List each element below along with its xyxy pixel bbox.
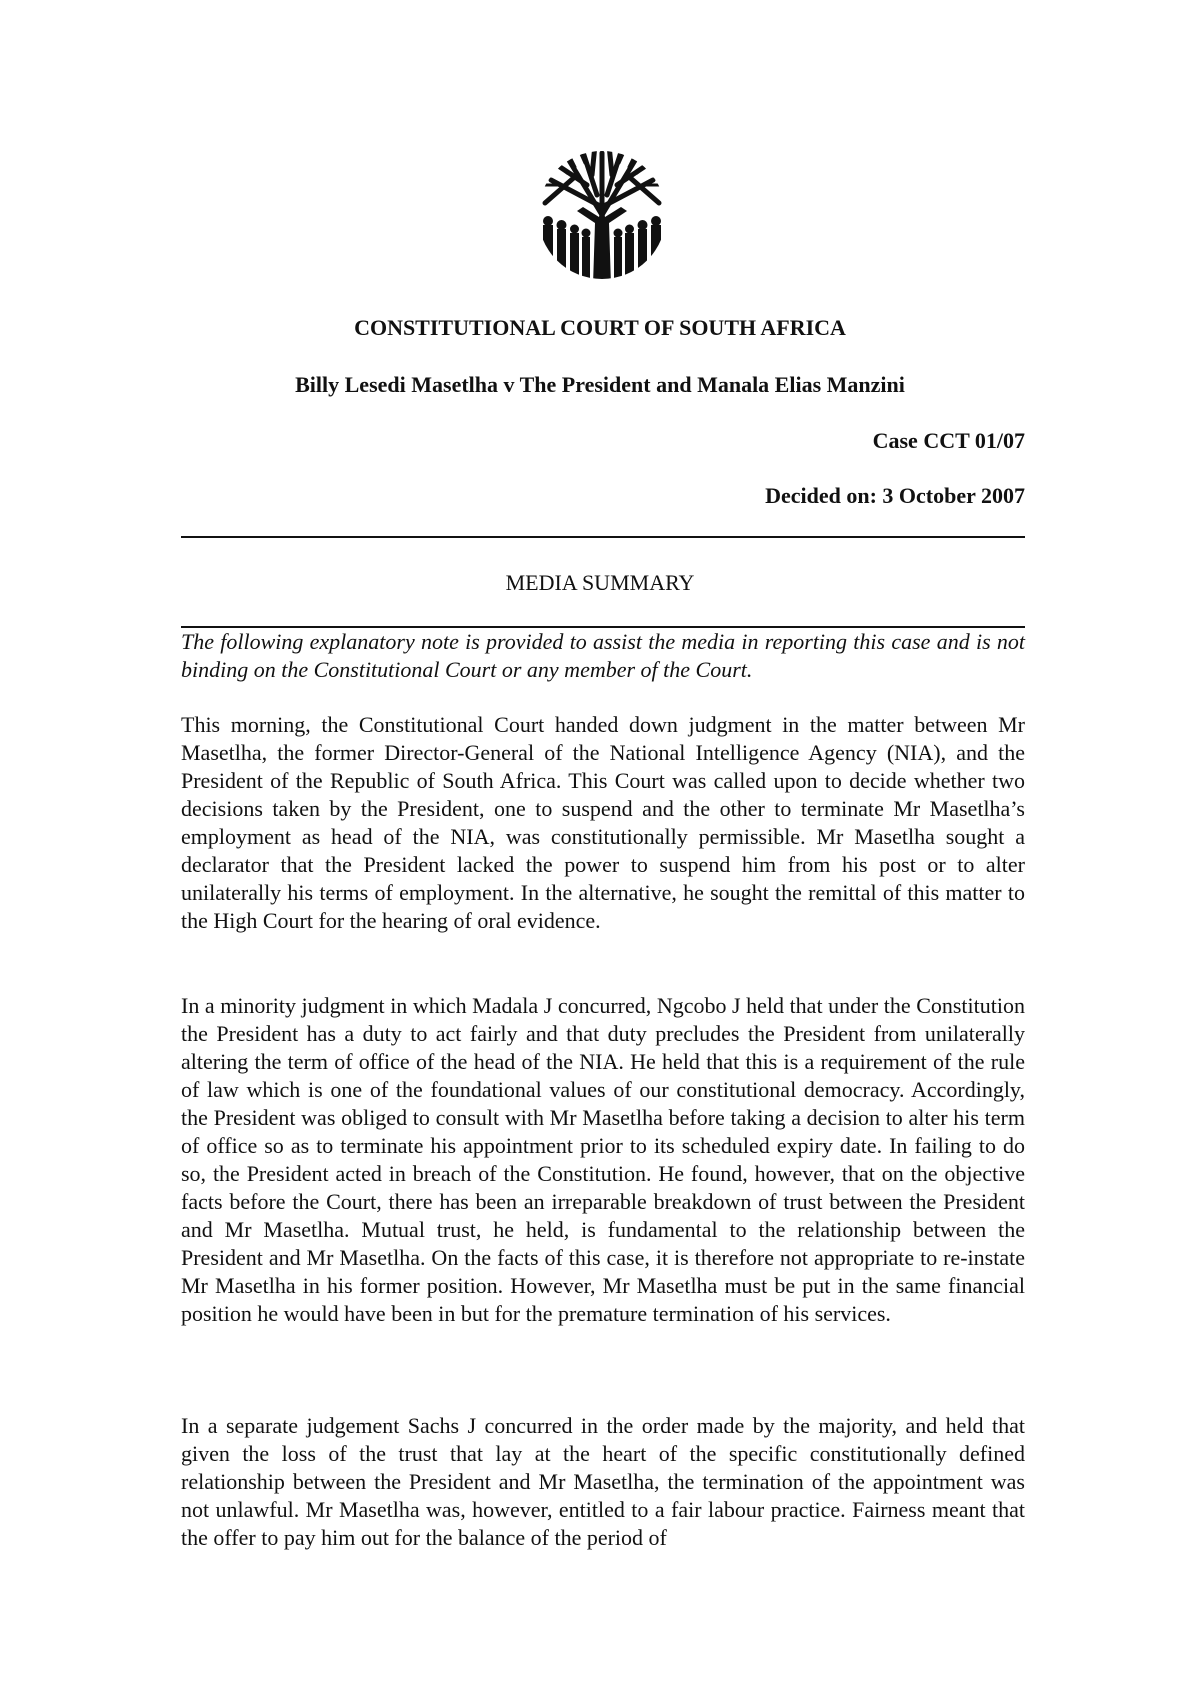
body-paragraph-2: In a minority judgment in which Madala J concurred, Ngcobo J held that under the Constitution the President has a duty to act fairly and that duty precludes the President from unilaterally altering the term of office of the head of the NIA. He held that this is a requirement of the rule of law which is one of the foundational values of our constitutional democracy. Accordingly, the President was obliged to consult with Mr Masetlha before taking a decision to alter his term of office so as to terminate his appointment prior to its scheduled expiry date. In failing to do so, the President acted in breach of the Constitution. He found, however, that on the objective facts before the Court, there has been an irreparable breakdown of trust between the President and Mr Masetlha. Mutual trust, he held, is fundamental to the relationship between the President and Mr Masetlha. On the facts of this case, it is therefore not appropriate to re-instate Mr Masetlha in his former position. However, Mr Masetlha must be put in the same financial position he would have been in but for the premature termination of his services. [181,993,1025,1326]
court-title: CONSTITUTIONAL COURT OF SOUTH AFRICA [354,315,846,340]
decided-date: Decided on: 3 October 2007 [765,483,1025,508]
court-tree-logo [537,145,667,285]
explanatory-note: The following explanatory note is provided to assist the media in reporting this case and is not binding on the Constitutional Court or any member of the Court. [181,629,1025,682]
case-title: Billy Lesedi Masetlha v The President and Manala Elias Manzini [295,372,905,397]
tree-emblem-icon [537,145,667,285]
body-paragraph-1: This morning, the Constitutional Court handed down judgment in the matter between Mr Masetlha, the former Director-General of the National Intelligence Agency (NIA), and the President of the Republic of South Africa. This Court was called upon to decide whether two decisions taken by the President, one to suspend and the other to terminate Mr Masetlha’s employment as head of the NIA, was constitutionally permissible. Mr Masetlha sought a declarator that the President lacked the power to suspend him from his post or to alter unilaterally his terms of employment. In the alternative, he sought the remittal of this matter to the High Court for the hearing of oral evidence. [181,712,1025,933]
divider-top [181,536,1025,538]
body-paragraph-3: In a separate judgement Sachs J concurred in the order made by the majority, and held that given the loss of the trust that lay at the heart of the specific constitutionally defined relationship between the President and Mr Masetlha, the termination of the appointment was not unlawful. Mr Masetlha was, however, entitled to a fair labour practice. Fairness meant that the offer to pay him out for the balance of the period of [181,1413,1025,1550]
media-summary-heading: MEDIA SUMMARY [505,570,695,595]
case-number: Case CCT 01/07 [872,428,1025,453]
